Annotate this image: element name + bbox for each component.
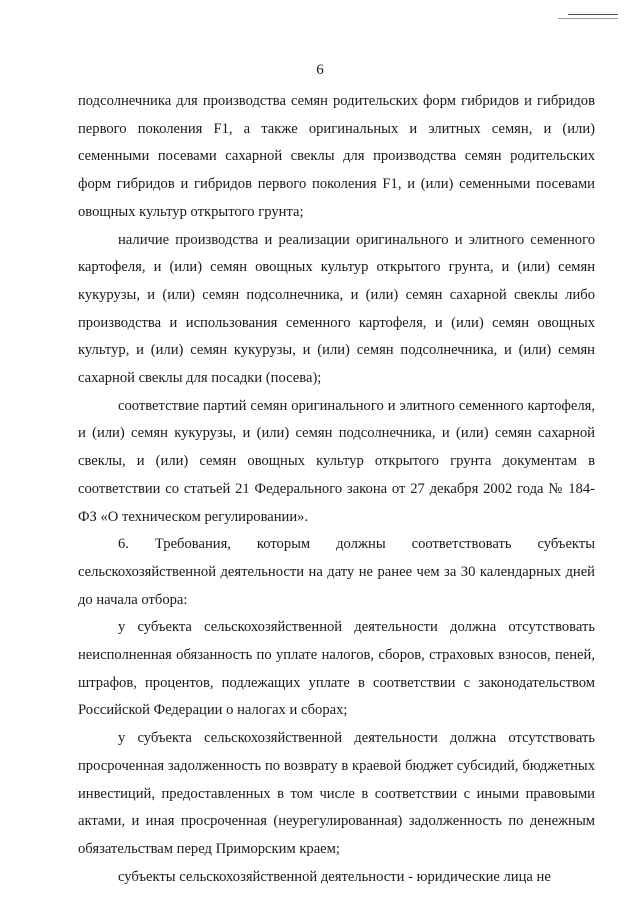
corner-scan-mark-secondary <box>558 18 618 19</box>
corner-scan-mark <box>568 14 618 15</box>
paragraph-requirements-heading: 6. Требования, которым должны соответствовать субъекты сельскохозяйственной деятельности на дату не ранее чем за 30 календарных дней до начала отбора: <box>78 536 595 608</box>
document-body <box>78 88 595 891</box>
paragraph-seed-compliance: соответствие партий семян оригинального и элитного семенного картофеля, и (или) семян кукурузы, и (или) семян подсолнечника, и (или) семян сахарной свеклы, и (или) семян овощных культур открытого грунта документам в соответствии со статьей 21 Федерального закона от 27 декабря 2002 года № 184-ФЗ «О техническом регулировании». <box>78 397 595 525</box>
paragraph-production-availability: наличие производства и реализации оригинального и элитного семенного картофеля, и (или) семян овощных культур открытого грунта, и (или) семян кукурузы, и (или) семян подсолнечника, и (или) семян сахарной свеклы либо производства и использования семенного картофеля, и (или) семян овощных культур, и (или) семян кукурузы, и (или) семян подсолнечника, и (или) семян сахарной свеклы для посадки (посева); <box>78 231 595 387</box>
paragraph-tax-obligations: у субъекта сельскохозяйственной деятельности должна отсутствовать неисполненная обязанность по уплате налогов, сборов, страховых взносов, пеней, штрафов, процентов, подлежащих уплате в соответствии с законодательством Российской Федерации о налогах и сборах; <box>78 619 595 719</box>
paragraph-continuation: подсолнечника для производства семян родительских форм гибридов и гибридов первого поколения F1, а также оригинальных и элитных семян, и (или) семенными посевами сахарной свеклы для производства семян родительских форм гибридов и гибридов первого поколения F1, и (или) семенными посевами овощных культур открытого грунта; <box>78 93 595 220</box>
paragraph-budget-debt: у субъекта сельскохозяйственной деятельности должна отсутствовать просроченная задолженность по возврату в краевой бюджет субсидий, бюджетных инвестиций, предоставленных в том числе в соответствии с иными правовыми актами, и иная просроченная (неурегулированная) задолженность по денежным обязательствам перед Приморским краем; <box>78 730 595 857</box>
page-number: 6 <box>316 62 324 78</box>
paragraph-legal-entities: субъекты сельскохозяйственной деятельности - юридические лица не <box>118 868 551 885</box>
